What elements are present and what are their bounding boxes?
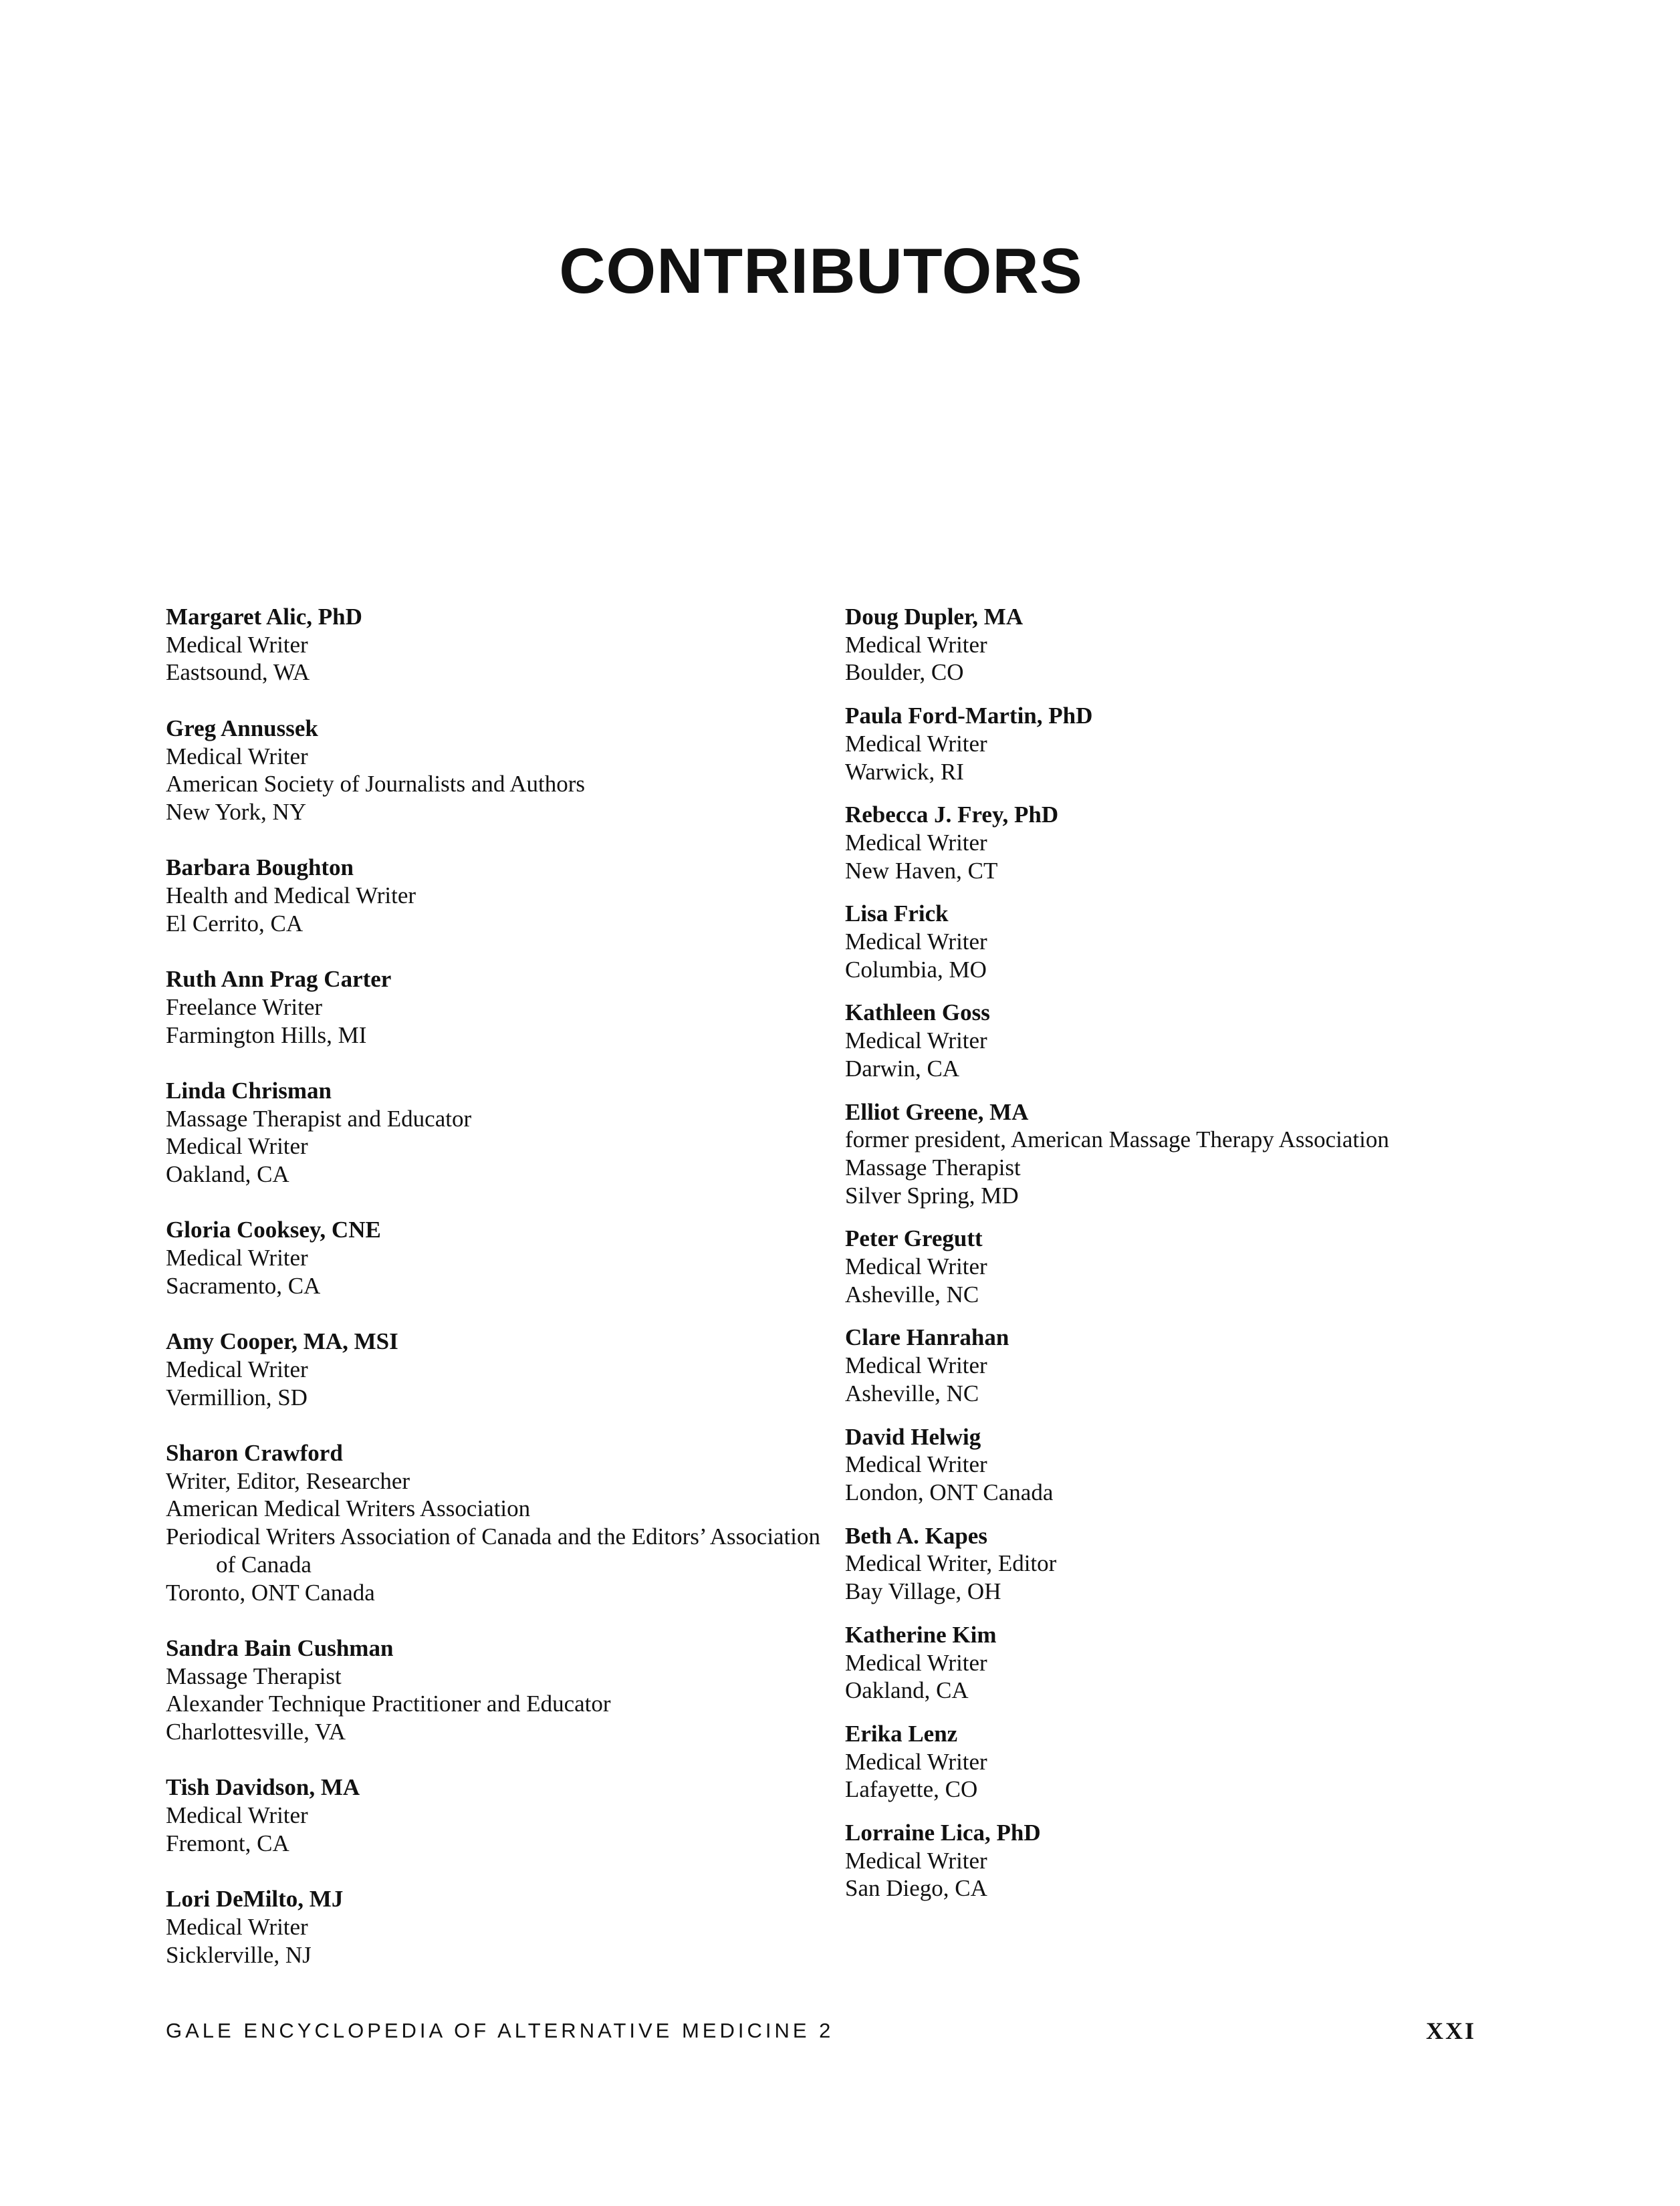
contributor-detail-line: Warwick, RI: [845, 758, 964, 785]
contributor-detail-line: American Society of Journalists and Authors: [166, 771, 585, 798]
page-title: CONTRIBUTORS: [559, 235, 1083, 307]
contributors-left-column: [166, 603, 834, 1997]
contributor-entry: [166, 1885, 834, 1969]
contributor-detail-line: Medical Writer: [845, 1847, 987, 1874]
contributor-detail-line: San Diego, CA: [845, 1875, 987, 1902]
contributor-detail-line: Medical Writer: [166, 1913, 308, 1940]
contributor-detail-line: Medical Writer: [166, 631, 308, 658]
contributor-entry: [845, 801, 1514, 884]
contributor-entry: [845, 702, 1514, 785]
page-footer: [166, 2017, 1476, 2044]
contributor-detail-line: Health and Medical Writer: [166, 882, 416, 908]
contributor-detail-line: Medical Writer: [845, 929, 987, 955]
contributor-detail-line: Columbia, MO: [845, 956, 987, 983]
contributor-detail-line: Medical Writer: [845, 1451, 987, 1478]
contributor-detail-line: Medical Writer: [845, 730, 987, 757]
contributor-name: Sharon Crawford: [166, 1439, 343, 1466]
contributor-entry: [845, 603, 1514, 687]
contributor-name: Paula Ford-Martin, PhD: [845, 703, 1093, 729]
contributor-name: Erika Lenz: [845, 1720, 958, 1747]
contributor-detail-line: Medical Writer: [166, 1802, 308, 1829]
contributor-detail-line: El Cerrito, CA: [166, 910, 304, 937]
contributor-entry: [166, 603, 834, 687]
contributor-detail-line: Medical Writer: [166, 743, 308, 769]
contributor-detail-line: Boulder, CO: [845, 659, 964, 686]
contributor-detail-line: Medical Writer, Editor: [845, 1550, 1057, 1577]
contributor-detail-line: Freelance Writer: [166, 993, 323, 1020]
contributor-detail-line: Silver Spring, MD: [845, 1182, 1019, 1209]
contributor-name: Ruth Ann Prag Carter: [166, 966, 392, 993]
contributor-detail-line: Bay Village, OH: [845, 1578, 1001, 1605]
contributor-name: Lorraine Lica, PhD: [845, 1820, 1041, 1846]
contributor-name: Tish Davidson, MA: [166, 1774, 360, 1801]
contributor-entry: [845, 900, 1514, 983]
footer-page-number: XXI: [1425, 2017, 1476, 2044]
contributor-entry: [845, 1324, 1514, 1407]
contributor-entry: [166, 965, 834, 1049]
contributor-entry: [845, 1423, 1514, 1507]
contributor-detail-line: Medical Writer: [845, 1027, 987, 1054]
contributor-detail-line: New York, NY: [166, 798, 307, 825]
contributor-detail-line: Asheville, NC: [845, 1281, 979, 1308]
contributor-detail-line: Sicklerville, NJ: [166, 1941, 312, 1968]
contributor-name: Sandra Bain Cushman: [166, 1634, 394, 1661]
contributor-detail-line: Massage Therapist: [845, 1154, 1021, 1181]
contributor-detail-line: Medical Writer: [845, 1352, 987, 1379]
contributor-entry: [166, 1328, 834, 1411]
contributor-detail-line: Medical Writer: [845, 1253, 987, 1280]
contributor-detail-line: Alexander Technique Practitioner and Educator: [166, 1691, 611, 1717]
contributor-detail-line: Vermillion, SD: [166, 1384, 308, 1411]
contributor-name: Katherine Kim: [845, 1621, 997, 1648]
contributor-name: Amy Cooper, MA, MSI: [166, 1328, 398, 1355]
contributor-detail-line: Eastsound, WA: [166, 659, 310, 686]
contributors-right-column: [845, 603, 1514, 1918]
contributor-detail-line: Lafayette, CO: [845, 1776, 978, 1803]
contributor-name: Peter Gregutt: [845, 1225, 983, 1252]
contributor-detail-line: Medical Writer: [845, 631, 987, 658]
contributor-entry: [845, 1819, 1514, 1903]
contributor-detail-line: Oakland, CA: [166, 1161, 289, 1187]
contributor-detail-line: Darwin, CA: [845, 1055, 960, 1082]
contributor-entry: [845, 1621, 1514, 1705]
contributor-entry: [845, 1720, 1514, 1804]
contributor-detail-line: former president, American Massage Therapy Association: [845, 1126, 1389, 1153]
contributor-name: Beth A. Kapes: [845, 1522, 987, 1549]
contributor-entry: [166, 1773, 834, 1857]
contributor-detail-line: Medical Writer: [166, 1245, 308, 1271]
contributor-detail-line: Farmington Hills, MI: [166, 1021, 367, 1048]
contributor-entry: [845, 1522, 1514, 1606]
contributor-detail-line: Sacramento, CA: [166, 1272, 321, 1299]
contributor-name: Clare Hanrahan: [845, 1324, 1009, 1351]
contributor-detail-line: Periodical Writers Association of Canada and the Editors’ Association of Canada: [166, 1523, 821, 1578]
contributor-detail-line: Medical Writer: [166, 1133, 308, 1160]
contributor-name: David Helwig: [845, 1423, 981, 1450]
contributor-name: Lori DeMilto, MJ: [166, 1886, 344, 1913]
contributor-detail-line: Massage Therapist and Educator: [166, 1105, 472, 1132]
contributor-detail-line: Asheville, NC: [845, 1380, 979, 1406]
contributor-entry: [845, 1098, 1514, 1210]
contributor-entry: [166, 1077, 834, 1189]
contributor-entry: [166, 1439, 834, 1606]
contributor-detail-line: New Haven, CT: [845, 857, 998, 884]
contributor-entry: [166, 854, 834, 937]
contributor-entry: [166, 1634, 834, 1746]
contributor-name: Gloria Cooksey, CNE: [166, 1217, 381, 1243]
footer-book-title: GALE ENCYCLOPEDIA OF ALTERNATIVE MEDICINE 2: [166, 2019, 834, 2042]
contributor-detail-line: London, ONT Canada: [845, 1479, 1054, 1505]
contributor-entry: [845, 999, 1514, 1082]
contributor-name: Lisa Frick: [845, 900, 949, 927]
contributor-name: Margaret Alic, PhD: [166, 604, 362, 630]
contributor-detail-line: Charlottesville, VA: [166, 1719, 346, 1745]
contributor-detail-line: Fremont, CA: [166, 1830, 289, 1856]
contributor-detail-line: Toronto, ONT Canada: [166, 1579, 375, 1606]
contributor-detail-line: Writer, Editor, Researcher: [166, 1467, 410, 1494]
contributor-detail-line: American Medical Writers Association: [166, 1495, 531, 1522]
contributor-detail-line: Massage Therapist: [166, 1663, 342, 1689]
contributor-entry: [845, 1225, 1514, 1308]
contributor-name: Kathleen Goss: [845, 999, 990, 1026]
contributor-detail-line: Medical Writer: [845, 1649, 987, 1676]
contributor-detail-line: Medical Writer: [845, 1748, 987, 1775]
contributor-detail-line: Oakland, CA: [845, 1677, 969, 1704]
contributor-name: Linda Chrisman: [166, 1077, 332, 1104]
contributor-detail-line: Medical Writer: [166, 1356, 308, 1382]
contributor-name: Barbara Boughton: [166, 854, 354, 881]
contributor-entry: [166, 1216, 834, 1300]
contributor-name: Greg Annussek: [166, 715, 318, 741]
contributor-detail-line: Medical Writer: [845, 829, 987, 856]
contributor-name: Doug Dupler, MA: [845, 604, 1024, 630]
contributor-entry: [166, 715, 834, 826]
contributor-name: Elliot Greene, MA: [845, 1098, 1029, 1125]
contributor-name: Rebecca J. Frey, PhD: [845, 802, 1059, 828]
